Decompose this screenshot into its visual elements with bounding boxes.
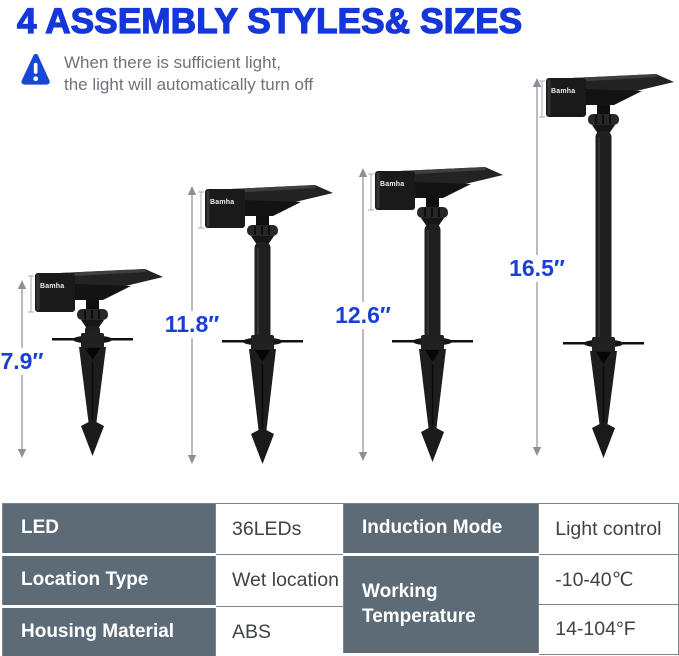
warning-note xyxy=(20,52,313,95)
spec-value-induction-mode: Light control xyxy=(539,504,679,555)
spec-value-temp-fahrenheit: 14-104°F xyxy=(539,605,679,655)
brand-label: Bamha xyxy=(210,199,235,206)
spec-value-led: 36LEDs xyxy=(216,504,374,555)
warning-icon xyxy=(20,52,51,86)
spec-table-left xyxy=(2,503,374,656)
table-row xyxy=(344,504,679,555)
spec-value-housing-material: ABS xyxy=(216,607,374,656)
table-row xyxy=(3,607,374,656)
table-row xyxy=(3,555,374,607)
spec-label-led: LED xyxy=(3,504,216,555)
size-label: 7.9″ xyxy=(0,348,49,375)
light-assembly-4 xyxy=(510,73,679,465)
page-title: 4 ASSEMBLY STYLES& SIZES xyxy=(17,2,523,41)
brand-label: Bamha xyxy=(380,181,405,188)
size-label: 16.5″ xyxy=(504,255,570,282)
light-assembly-3 xyxy=(335,166,535,466)
spec-label-induction-mode: Induction Mode xyxy=(344,504,539,555)
spec-value-location-type: Wet location xyxy=(216,555,374,607)
warning-line-2: the light will automatically turn off xyxy=(64,74,314,94)
spec-table-right xyxy=(343,503,679,656)
spec-label-housing-material: Housing Material xyxy=(3,607,216,656)
warning-line-1: When there is sufficient light, xyxy=(64,53,282,72)
brand-label: Bamha xyxy=(40,283,65,290)
warning-text xyxy=(64,52,313,95)
spec-label-location-type: Location Type xyxy=(3,555,216,607)
spec-label-working-temperature: Working Temperature xyxy=(344,555,539,655)
table-row xyxy=(3,504,374,555)
table-row xyxy=(344,555,679,605)
spec-value-temp-celsius: -10-40℃ xyxy=(539,555,679,605)
size-label: 11.8″ xyxy=(160,311,225,338)
brand-label: Bamha xyxy=(551,88,576,95)
size-label: 12.6″ xyxy=(330,302,396,329)
